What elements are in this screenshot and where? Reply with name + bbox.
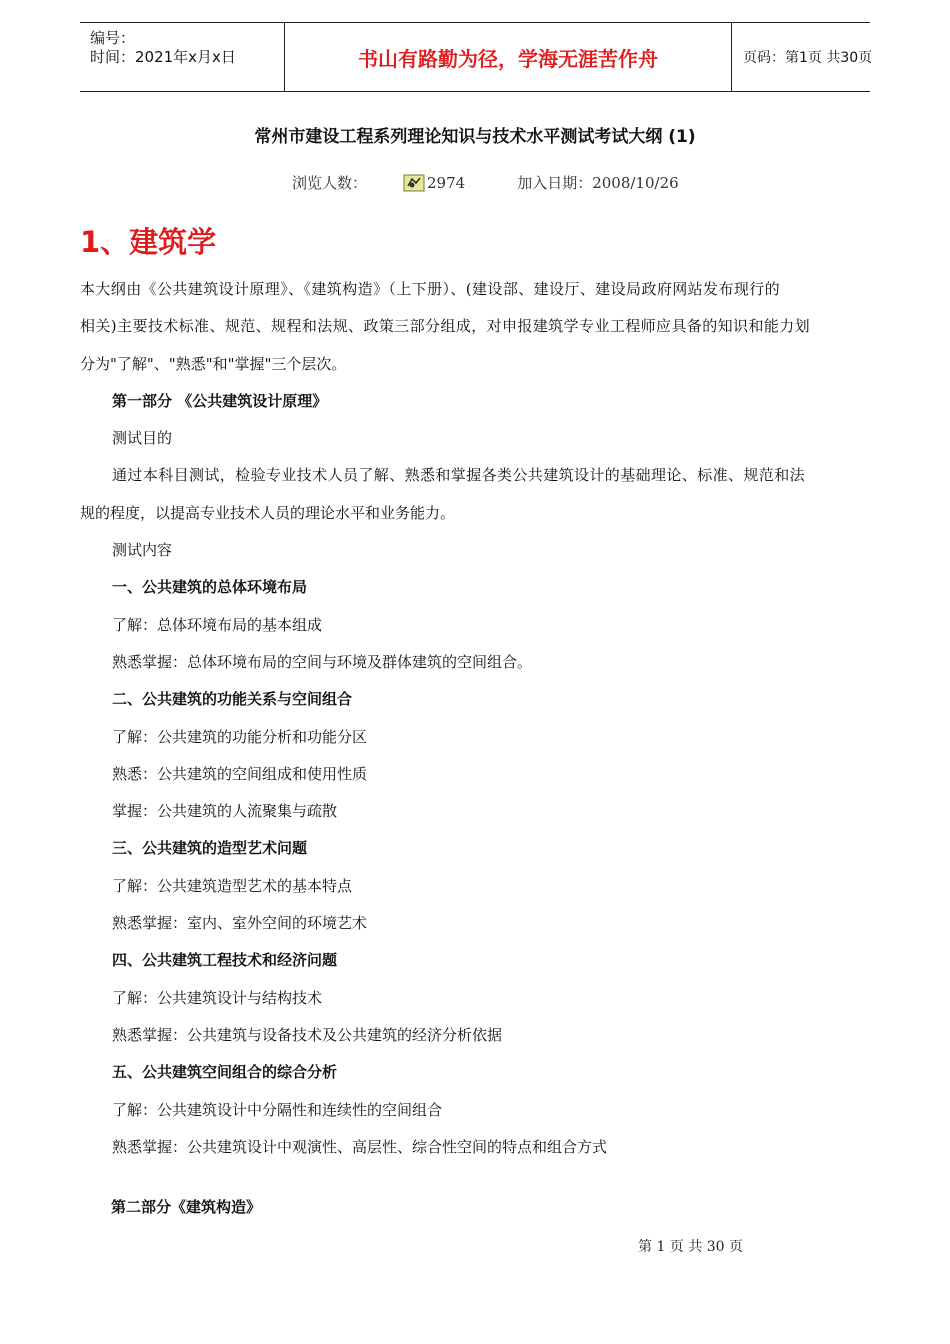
- views-label: 浏览人数：: [292, 174, 368, 192]
- section-item: 熟悉掌握：总体环境布局的空间与环境及群体建筑的空间组合。: [112, 652, 533, 671]
- content-label: 测试内容: [112, 541, 173, 560]
- section-title: 二、公共建筑的功能关系与空间组合: [112, 690, 353, 709]
- header-page-cell: [731, 23, 873, 91]
- motto: 书山有路勤为径，学海无涯苦作舟: [358, 46, 658, 71]
- section-item: 熟悉：公共建筑的空间组成和使用性质: [112, 764, 368, 783]
- article-meta: [292, 172, 679, 193]
- section-title: 一、公共建筑的总体环境布局: [112, 578, 308, 597]
- document-body: [80, 271, 875, 1166]
- purpose-line: 通过本科目测试，检验专业技术人员了解、熟悉和掌握各类公共建筑设计的基础理论、标准、规范和法: [112, 466, 806, 485]
- section-item: 了解：公共建筑造型艺术的基本特点: [112, 876, 353, 895]
- intro-line: 相关)主要技术标准、规范、规程和法规、政策三部分组成，对申报建筑学专业工程师应具备的知识和能力划: [80, 317, 811, 336]
- viewer-icon: [403, 174, 425, 192]
- section-title: 三、公共建筑的造型艺术问题: [112, 839, 308, 858]
- header-left-cell: [80, 23, 280, 91]
- intro-line: 本大纲由《公共建筑设计原理》、《建筑构造》（上下册）、(建设部、建设厅、建设局政府网站发布现行的: [80, 280, 781, 298]
- purpose-label: 测试目的: [112, 429, 173, 448]
- section-item: 了解：公共建筑的功能分析和功能分区: [112, 727, 368, 746]
- page-header: [80, 22, 873, 92]
- section-item: 熟悉掌握：室内、室外空间的环境艺术: [112, 914, 368, 933]
- part1-heading: 第一部分 《公共建筑设计原理》: [112, 391, 328, 410]
- section-item: 熟悉掌握：公共建筑与设备技术及公共建筑的经济分析依据: [112, 1025, 503, 1044]
- date-added: 加入日期：2008/10/26: [517, 174, 679, 192]
- section-item: 掌握：公共建筑的人流聚集与疏散: [112, 802, 338, 821]
- section-item: 了解：总体环境布局的基本组成: [112, 615, 323, 634]
- section-heading: 1、建筑学: [80, 225, 217, 259]
- section-item: 了解：公共建筑设计与结构技术: [112, 988, 323, 1007]
- views-count: 2974: [427, 173, 466, 192]
- purpose-line: 规的程度，以提高专业技术人员的理论水平和业务能力。: [80, 503, 456, 522]
- section-item: 熟悉掌握：公共建筑设计中观演性、高层性、综合性空间的特点和组合方式: [112, 1137, 608, 1156]
- page-footer: 第 1 页 共 30 页: [638, 1239, 743, 1255]
- time-label: 时间：2021年x月x日: [90, 48, 236, 66]
- section-title: 五、公共建筑空间组合的综合分析: [112, 1063, 338, 1082]
- number-label: 编号：: [90, 29, 136, 47]
- header-motto-cell: [284, 23, 732, 91]
- page-code: 页码：第1页 共30页: [743, 50, 873, 66]
- article-title: 常州市建设工程系列理论知识与技术水平测试考试大纲 (1): [254, 127, 696, 147]
- intro-line: 分为"了解"、"熟悉"和"掌握"三个层次。: [80, 354, 347, 373]
- section-item: 了解：公共建筑设计中分隔性和连续性的空间组合: [112, 1100, 443, 1119]
- part2-heading: 第二部分《建筑构造》: [111, 1198, 262, 1216]
- section-title: 四、公共建筑工程技术和经济问题: [112, 951, 338, 970]
